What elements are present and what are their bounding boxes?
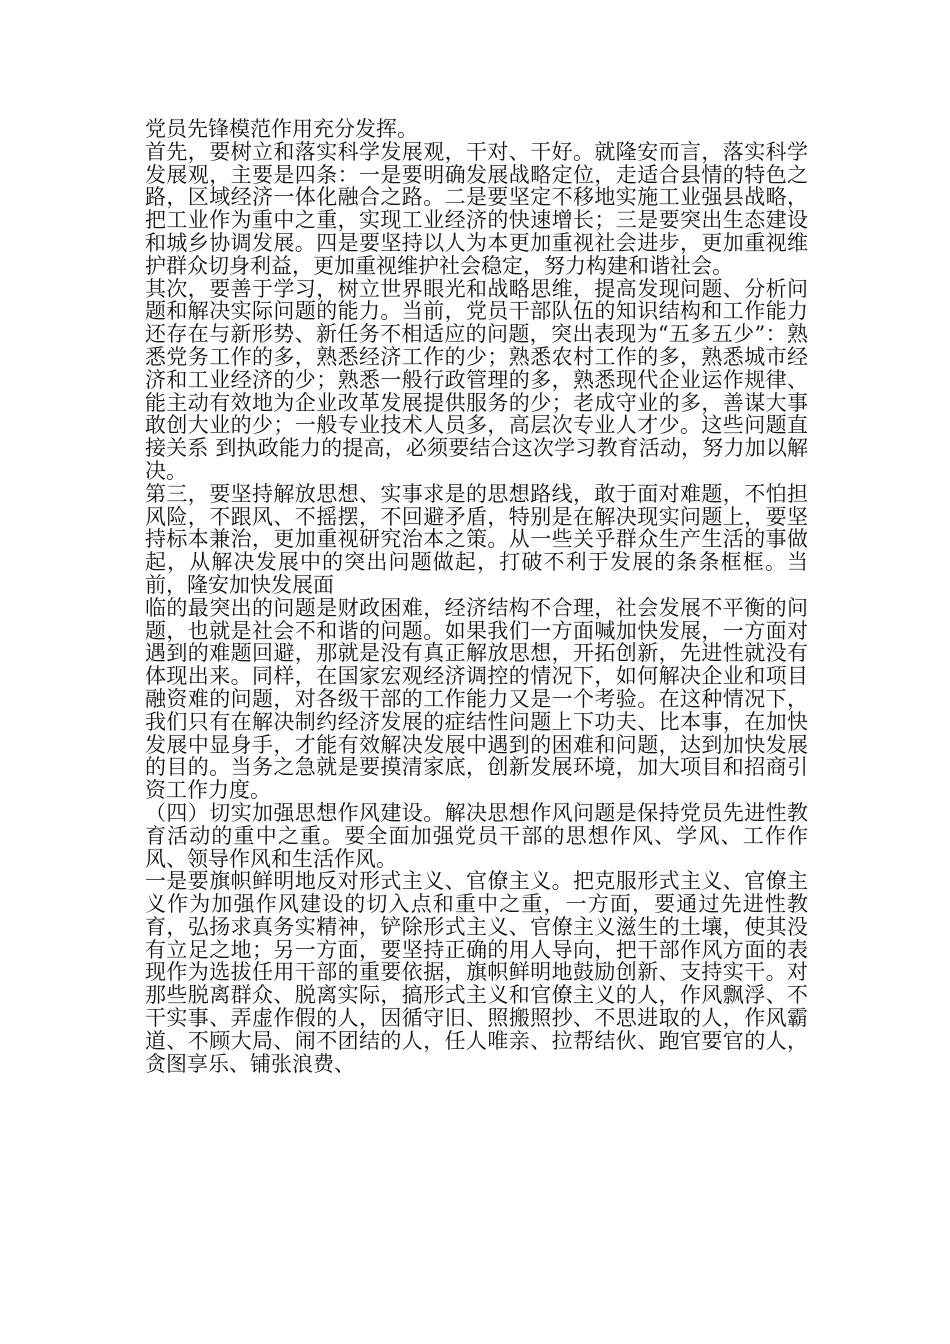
paragraph-6: （四）切实加强思想作风建设。解决思想作风问题是保持党员先进性教育活动的重中之重。要全面加强党员干部的思想作风、学风、工作作风、领导作风和生活作风。: [145, 800, 808, 871]
paragraph-5: 临的最突出的问题是财政困难，经济结构不合理，社会发展不平衡的问题，也就是社会不和谐的问题。如果我们一方面喊加快发展，一方面对遇到的难题回避，那就是没有真正解放思想，开拓创新，先进性就没有体现出来。同样，在国家宏观经济调控的情况下，如何解决企业和项目融资难的问题，对各级干部的工作能力又是一个考验。在这种情况下，我们只有在解决制约经济发展的症结性问题上下功夫、比本事，在加快发展中显身手，才能有效解决发展中遇到的困难和问题，达到加快发展的目的。当务之急就是要摸清家底，创新发展环境，加大项目和招商引资工作力度。: [145, 595, 808, 803]
document-page: [145, 118, 808, 1075]
paragraph-2: 首先，要树立和落实科学发展观，干对、干好。就隆安而言，落实科学发展观，主要是四条：一是要明确发展战略定位，走适合县情的特色之路，区域经济一体化融合之路。二是要坚定不移地实施工业强县战略，把工业作为重中之重，实现工业经济的快速增长；三是要突出生态建设和城乡协调发展。四是要坚持以人为本更加重视社会进步，更加重视维护群众切身利益，更加重视维护社会稳定，努力构建和谐社会。: [145, 139, 808, 278]
paragraph-3: 其次，要善于学习，树立世界眼光和战略思维，提高发现问题、分析问题和解决实际问题的能力。当前，党员干部队伍的知识结构和工作能力还存在与新形势、新任务不相适应的问题，突出表现为“五多五少”：熟悉党务工作的多，熟悉经济工作的少；熟悉农村工作的多，熟悉城市经济和工业经济的少；熟悉一般行政管理的多，熟悉现代企业运作规律、能主动有效地为企业改革发展提供服务的少；老成守业的多，善谋大事敢创大业的少；一般专业技术人员多，高层次专业人才少。这些问题直接关系 到执政能力的提高，必须要结合这次学习教育活动，努力加以解决。: [145, 276, 808, 483]
paragraph-4: 第三，要坚持解放思想、实事求是的思想路线，敢于面对难题，不怕担风险，不跟风、不摇摆，不回避矛盾，特别是在解决现实问题上，要坚持标本兼治，更加重视研究治本之策。从一些关乎群众生产生活的事做起，从解决发展中的突出问题做起，打破不利于发展的条条框框。当前，隆安加快发展面: [145, 481, 808, 597]
paragraph-7: 一是要旗帜鲜明地反对形式主义、官僚主义。把克服形式主义、官僚主义作为加强作风建设的切入点和重中之重，一方面，要通过先进性教育，弘扬求真务实精神，铲除形式主义、官僚主义滋生的土壤，使其没有立足之地；另一方面，要坚持正确的用人导向，把干部作风方面的表现作为选拔任用干部的重要依据，旗帜鲜明地鼓励创新、支持实干。对那些脱离群众、脱离实际，搞形式主义和官僚主义的人，作风飘浮、不干实事、弄虚作假的人，因循守旧、照搬照抄、不思进取的人，作风霸道、不顾大局、闹不团结的人，任人唯亲、拉帮结伙、跑官要官的人，贪图享乐、铺张浪费、: [145, 869, 808, 1076]
paragraph-1: 党员先锋模范作用充分发挥。: [145, 117, 418, 141]
